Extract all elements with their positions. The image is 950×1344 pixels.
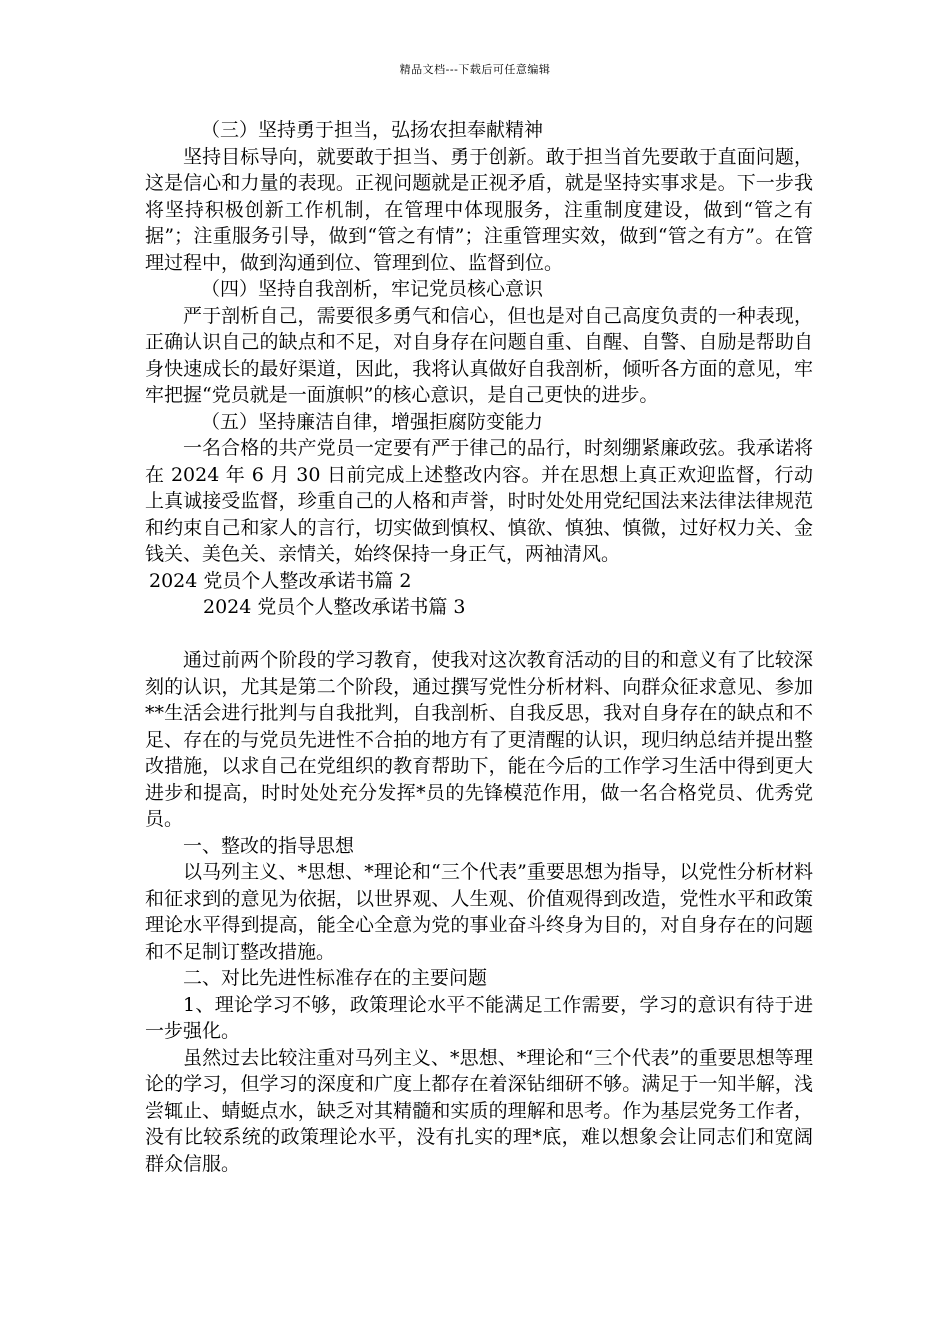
document-title: 2024 党员个人整改承诺书篇 2: [149, 569, 412, 592]
page-header: 精品文档---下载后可任意编辑: [399, 63, 551, 76]
paragraph: 1、理论学习不够，政策理论水平不能满足工作需要，学习的意识有待于进一步强化。: [145, 993, 813, 1042]
paragraph: 以马列主义、*思想、*理论和“三个代表”重要思想为指导，以党性分析材料和征求到的意见为依据，以世界观、人生观、价值观得到改造，党性水平和政策理论水平得到提高，能全心全意为党的事业奋斗终身为目的，对自身存在的问题和不足制订整改措施。: [145, 861, 813, 963]
paragraph: 严于剖析自己，需要很多勇气和信心，但也是对自己高度负责的一种表现，正确认识自己的缺点和不足，对自身存在问题自重、自醒、自警、自励是帮助自身快速成长的最好渠道，因此，我将认真做好自我剖析，倾听各方面的意见，牢牢把握“党员就是一面旗帜”的核心意识，是自己更快的进步。: [145, 304, 813, 406]
section-heading: （三）坚持勇于担当，弘扬农担奉献精神: [201, 119, 544, 141]
paragraph: 一名合格的共产党员一定要有严于律己的品行，时刻绷紧廉政弦。我承诺将在 2024 年 6 月 30 日前完成上述整改内容。并在思想上真正欢迎监督，行动上真诚接受监督，珍重自己的人格和声誉，时时处处用党纪国法来法律法律规范和约束自己和家人的言行，切实做到慎权、慎欲、慎独、慎微，过好权力关、金钱关、美色关、亲情关，始终保持一身正气，两袖清风。: [145, 437, 813, 565]
paragraph: 一、整改的指导思想: [183, 834, 355, 857]
document-body: [145, 117, 813, 1177]
paragraph: 二、对比先进性标准存在的主要问题: [183, 967, 488, 989]
paragraph: 坚持目标导向，就要敢于担当、勇于创新。敢于担当首先要敢于直面问题，这是信心和力量的表现。正视问题就是正视矛盾，就是坚持实事求是。下一步我将坚持积极创新工作机制，在管理中体现服务，注重制度建设，做到“管之有据”；注重服务引导，做到“管之有情”；注重管理实效，做到“管之有方”。在管理过程中，做到沟通到位、管理到位、监督到位。: [145, 145, 813, 274]
blank-line: [145, 621, 813, 648]
section-heading: （四）坚持自我剖析，牢记党员核心意识: [201, 278, 544, 300]
section-heading: （五）坚持廉洁自律，增强拒腐防变能力: [201, 410, 544, 433]
paragraph: 通过前两个阶段的学习教育，使我对这次教育活动的目的和意义有了比较深刻的认识，尤其是第二个阶段，通过撰写党性分析材料、向群众征求意见、参加**生活会进行批判与自我批判，自我剖析、自我反思，我对自身存在的缺点和不足、存在的与党员先进性不合拍的地方有了更清醒的认识，现归纳总结并提出整改措施，以求自己在党组织的教育帮助下，能在今后的工作学习生活中得到更大进步和提高，时时处处充分发挥*员的先锋模范作用，做一名合格党员、优秀党员。: [145, 649, 813, 830]
paragraph: 虽然过去比较注重对马列主义、*思想、*理论和“三个代表”的重要思想等理论的学习，但学习的深度和广度上都存在着深钻细研不够。满足于一知半解，浅尝辄止、蜻蜓点水，缺乏对其精髓和实质的理解和思考。作为基层党务工作者，没有比较系统的政策理论水平，没有扎实的理*底，难以想象会让同志们和宽阔群众信服。: [145, 1046, 813, 1175]
document-title: 2024 党员个人整改承诺书篇 3: [203, 596, 466, 618]
